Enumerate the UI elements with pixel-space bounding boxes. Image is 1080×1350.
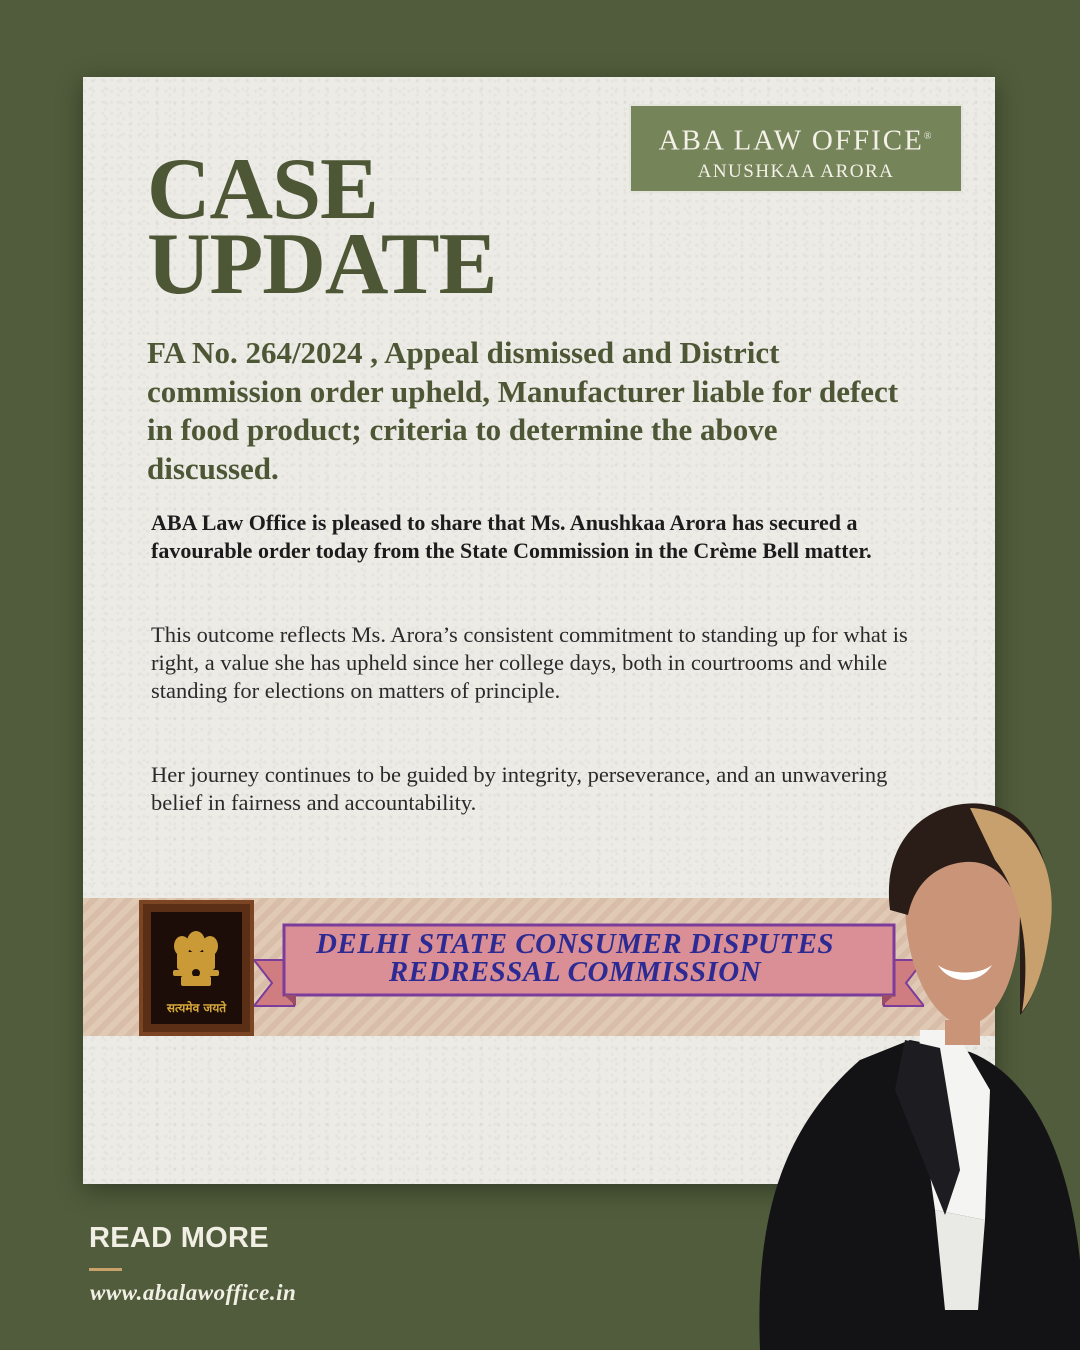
body-paragraph-2: Her journey continues to be guided by integrity, perseverance, and an unwavering belief in fairness and accountability. [151, 762, 888, 815]
commission-line-1: DELHI STATE CONSUMER DISPUTES [315, 928, 835, 960]
brand-name: ABA LAW OFFICE [658, 124, 924, 157]
divider [89, 1268, 122, 1271]
national-emblem [139, 900, 254, 1036]
body-paragraph-1: This outcome reflects Ms. Arora’s consistent commitment to standing up for what is right, a value she has upheld since her college days, both in courtrooms and while standing for elections on matters of principle. [151, 622, 908, 703]
lead-paragraph: ABA Law Office is pleased to share that Ms. Anushkaa Arora has secured a favourable order today from the State Commission in the Crème Bell matter. [151, 510, 872, 563]
emblem-motto: सत्यमेव जयते [166, 1001, 227, 1015]
website-link[interactable]: www.abalawoffice.in [90, 1280, 297, 1305]
lawyer-portrait [740, 790, 1080, 1350]
title-line-2: UPDATE [147, 216, 497, 313]
brand-logo [629, 104, 963, 193]
trademark-symbol: ® [923, 131, 934, 142]
page-title [147, 141, 497, 313]
read-more-link[interactable]: READ MORE [89, 1222, 269, 1254]
case-subtitle: FA No. 264/2024 , Appeal dismissed and District commission order upheld, Manufacturer liable for defect in food product; criteria to determine the above discussed. [147, 335, 899, 486]
brand-person: ANUSHKAA ARORA [697, 160, 895, 182]
commission-line-2: REDRESSAL COMMISSION [388, 956, 762, 988]
title-line-1: CASE [147, 141, 378, 238]
